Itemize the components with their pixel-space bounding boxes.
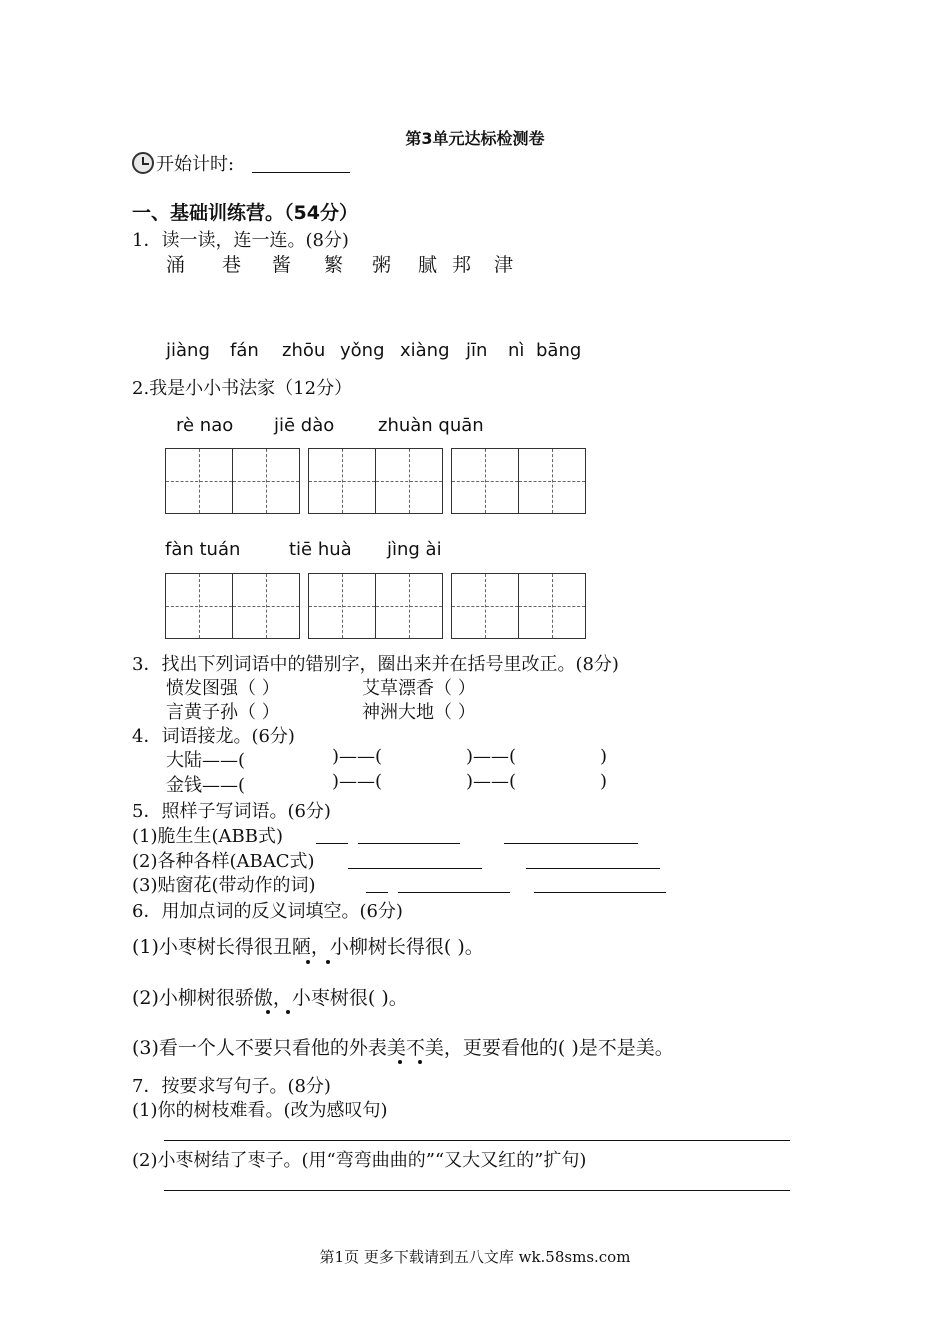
- answer-line[interactable]: [358, 843, 460, 844]
- writing-grid-row1: [165, 448, 594, 514]
- pinyin: zhuàn quān: [378, 415, 484, 436]
- emphasis-dot: [398, 1060, 402, 1064]
- q6-item: (1)小枣树长得很丑陋，小柳树长得很( )。: [132, 936, 484, 958]
- writing-grid-row2: [165, 573, 594, 639]
- answer-line[interactable]: [504, 843, 638, 844]
- answer-line[interactable]: [366, 892, 388, 893]
- grid-cell[interactable]: [451, 448, 519, 514]
- char: 粥: [372, 254, 392, 276]
- pinyin: nì: [508, 340, 525, 361]
- pinyin: tiē huà: [289, 539, 352, 560]
- grid-cell[interactable]: [308, 573, 376, 639]
- q2-heading: 2.我是小小书法家（12分）: [132, 378, 353, 399]
- q5-item: (2)各种各样(ABAC式): [132, 851, 315, 872]
- char: 巷: [222, 254, 242, 276]
- answer-line[interactable]: [164, 1140, 790, 1141]
- q3-item: 艾草漂香（ ）: [362, 678, 476, 699]
- emphasis-dot: [326, 960, 330, 964]
- chain-end: ): [600, 771, 608, 792]
- page-title: 第3单元达标检测卷: [405, 129, 545, 148]
- timer-blank[interactable]: [252, 154, 350, 173]
- section-heading: 一、基础训练营。（54分）: [132, 202, 358, 224]
- char: 津: [494, 254, 514, 276]
- clock-icon: [132, 152, 154, 174]
- q5-item: (1)脆生生(ABB式): [132, 826, 283, 847]
- answer-line[interactable]: [526, 868, 660, 869]
- pinyin: yǒng: [340, 340, 385, 361]
- grid-cell[interactable]: [375, 448, 443, 514]
- pinyin: xiàng: [400, 340, 450, 361]
- pinyin: bāng: [536, 340, 582, 361]
- q1-heading: 1．读一读，连一连。(8分): [132, 230, 349, 251]
- answer-line[interactable]: [534, 892, 666, 893]
- emphasis-dot: [418, 1060, 422, 1064]
- q5-item: (3)贴窗花(带动作的词): [132, 875, 316, 896]
- chain-mid: )——(: [332, 746, 383, 767]
- pinyin: jīn: [466, 340, 488, 361]
- answer-line[interactable]: [316, 843, 348, 844]
- chain-start: 大陆——(: [166, 750, 246, 771]
- answer-line[interactable]: [398, 892, 510, 893]
- q7-heading: 7．按要求写句子。(8分): [132, 1076, 331, 1097]
- grid-cell[interactable]: [165, 573, 233, 639]
- chain-mid: )——(: [332, 771, 383, 792]
- q6-item: (3)看一个人不要只看他的外表美不美，更要看他的( )是不是美。: [132, 1037, 674, 1059]
- timer-label: 开始计时:: [156, 154, 235, 175]
- char: 繁: [324, 254, 344, 276]
- q3-item: 愤发图强（ ）: [166, 678, 280, 699]
- emphasis-dot: [266, 1010, 270, 1014]
- grid-cell[interactable]: [451, 573, 519, 639]
- pinyin: fàn tuán: [165, 539, 241, 560]
- page-footer: 第1页 更多下载请到五八文库 wk.58sms.com: [319, 1248, 631, 1266]
- answer-line[interactable]: [348, 868, 482, 869]
- q4-heading: 4．词语接龙。(6分): [132, 726, 295, 747]
- char: 腻: [418, 254, 438, 276]
- grid-cell[interactable]: [232, 448, 300, 514]
- q5-heading: 5．照样子写词语。(6分): [132, 801, 331, 822]
- q7-item: (1)你的树枝难看。(改为感叹句): [132, 1100, 388, 1121]
- char: 涌: [166, 254, 186, 276]
- q3-item: 神洲大地（ ）: [362, 702, 476, 723]
- grid-cell[interactable]: [232, 573, 300, 639]
- pinyin: zhōu: [282, 340, 326, 361]
- pinyin: jiē dào: [274, 415, 335, 436]
- q3-heading: 3．找出下列词语中的错别字，圈出来并在括号里改正。(8分): [132, 654, 619, 675]
- q3-item: 言黄子孙（ ）: [166, 702, 280, 723]
- grid-cell[interactable]: [518, 448, 586, 514]
- char: 邦: [452, 254, 472, 276]
- q7-item: (2)小枣树结了枣子。(用“弯弯曲曲的”“又大又红的”扩句): [132, 1150, 587, 1171]
- chain-mid: )——(: [466, 746, 517, 767]
- q6-item: (2)小柳树很骄傲，小枣树很( )。: [132, 987, 408, 1009]
- char: 酱: [272, 254, 292, 276]
- chain-start: 金钱——(: [166, 775, 246, 796]
- pinyin: fán: [230, 340, 259, 361]
- grid-cell[interactable]: [518, 573, 586, 639]
- pinyin: jiàng: [166, 340, 210, 361]
- chain-mid: )——(: [466, 771, 517, 792]
- grid-cell[interactable]: [375, 573, 443, 639]
- grid-cell[interactable]: [165, 448, 233, 514]
- pinyin: jìng ài: [387, 539, 442, 560]
- grid-cell[interactable]: [308, 448, 376, 514]
- answer-line[interactable]: [164, 1190, 790, 1191]
- timer-row: [132, 150, 350, 176]
- q6-heading: 6．用加点词的反义词填空。(6分): [132, 901, 403, 922]
- chain-end: ): [600, 746, 608, 767]
- emphasis-dot: [286, 1010, 290, 1014]
- pinyin: rè nao: [176, 415, 234, 436]
- emphasis-dot: [306, 960, 310, 964]
